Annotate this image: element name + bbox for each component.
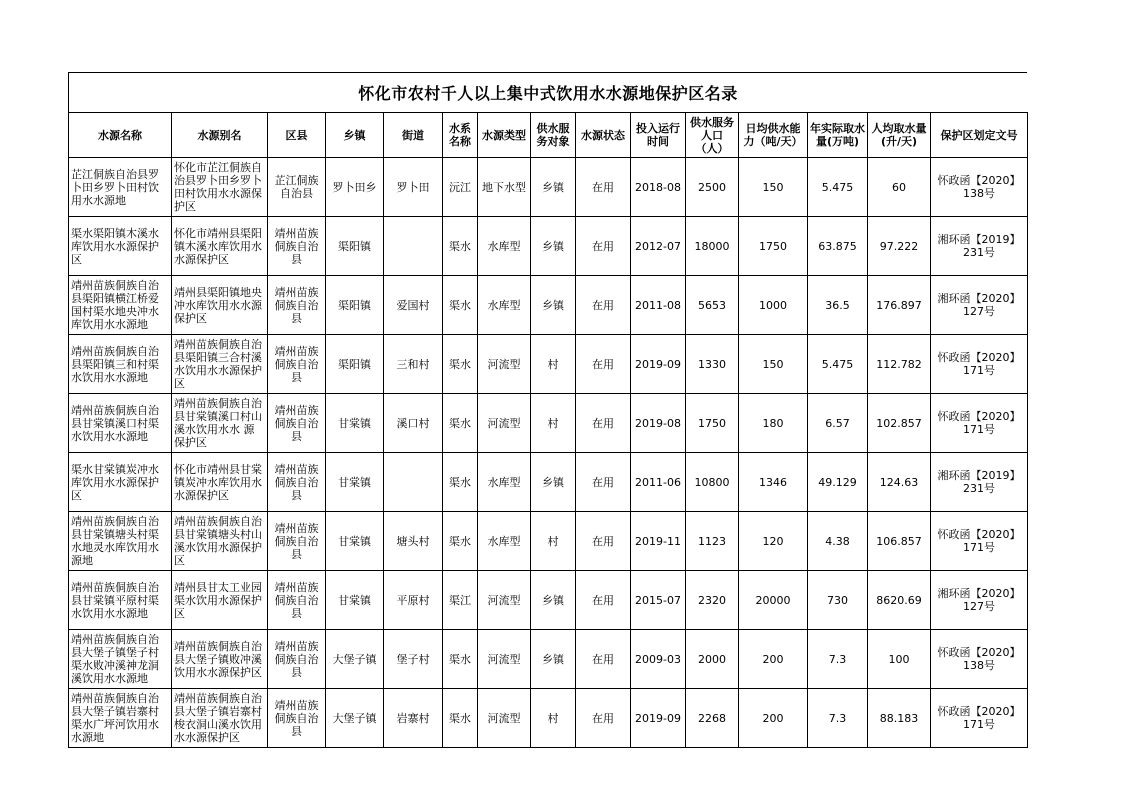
table-row xyxy=(69,571,1028,630)
table-cell: 靖州苗族侗族自治县渠阳镇三合村溪水饮用水水源保护区 xyxy=(172,335,268,394)
table-cell: 怀政函【2020】138号 xyxy=(931,630,1028,689)
column-header: 水源类型 xyxy=(478,113,531,158)
table-cell: 怀政函【2020】171号 xyxy=(931,335,1028,394)
table-cell: 102.857 xyxy=(868,394,931,453)
table-cell: 河流型 xyxy=(478,394,531,453)
table-cell: 靖州苗族侗族自治县 xyxy=(268,217,326,276)
table-cell: 靖州苗族侗族自治县 xyxy=(268,571,326,630)
table-cell: 爱国村 xyxy=(384,276,443,335)
table-cell: 怀化市靖州县渠阳镇木溪水库饮用水水源保护区 xyxy=(172,217,268,276)
table-cell: 渠水 xyxy=(443,689,478,748)
table-cell: 6.57 xyxy=(808,394,868,453)
table-cell: 靖州苗族侗族自治县甘棠镇塘头村山溪水饮用水源保护区 xyxy=(172,512,268,571)
table-cell: 三和村 xyxy=(384,335,443,394)
table-cell: 渠阳镇 xyxy=(326,217,384,276)
table-cell: 水库型 xyxy=(478,453,531,512)
column-header: 水源别名 xyxy=(172,113,268,158)
table-cell: 乡镇 xyxy=(531,217,576,276)
table-cell: 靖州苗族侗族自治县 xyxy=(268,394,326,453)
table-cell: 在用 xyxy=(576,394,631,453)
column-header: 区县 xyxy=(268,113,326,158)
table-cell: 怀化市芷江侗族自治县罗卜田乡罗卜田村饮用水水源保护区 xyxy=(172,158,268,217)
table-cell: 靖州苗族侗族自治县渠阳镇横江桥爱国村渠水地央冲水库饮用水水源地 xyxy=(69,276,172,335)
table-cell: 1750 xyxy=(739,217,808,276)
table-cell xyxy=(384,453,443,512)
table-cell: 怀政函【2020】138号 xyxy=(931,158,1028,217)
table-cell: 靖州苗族侗族自治县 xyxy=(268,453,326,512)
table-cell: 靖州苗族侗族自治县甘棠镇溪口村渠水饮用水水源地 xyxy=(69,394,172,453)
table-cell: 靖州苗族侗族自治县 xyxy=(268,630,326,689)
table-cell: 5.475 xyxy=(808,335,868,394)
column-header: 供水服务人口（人） xyxy=(686,113,739,158)
table-cell: 150 xyxy=(739,158,808,217)
table-cell: 河流型 xyxy=(478,689,531,748)
table-cell: 97.222 xyxy=(868,217,931,276)
column-header: 保护区划定文号 xyxy=(931,113,1028,158)
table-cell: 乡镇 xyxy=(531,630,576,689)
table-cell: 49.129 xyxy=(808,453,868,512)
table-cell: 100 xyxy=(868,630,931,689)
table-cell: 2012-07 xyxy=(631,217,686,276)
table-row xyxy=(69,335,1028,394)
table-cell: 2500 xyxy=(686,158,739,217)
table-row xyxy=(69,689,1028,748)
table-cell: 湘环函【2020】127号 xyxy=(931,571,1028,630)
table-cell: 7.3 xyxy=(808,630,868,689)
table-cell: 在用 xyxy=(576,453,631,512)
table-cell: 渠水 xyxy=(443,453,478,512)
table-body xyxy=(69,158,1028,748)
table-cell: 2268 xyxy=(686,689,739,748)
table-cell: 塘头村 xyxy=(384,512,443,571)
table-cell: 水库型 xyxy=(478,512,531,571)
table-cell: 2018-08 xyxy=(631,158,686,217)
column-header: 水源名称 xyxy=(69,113,172,158)
table-cell: 200 xyxy=(739,689,808,748)
table-cell: 2320 xyxy=(686,571,739,630)
table-cell: 大堡子镇 xyxy=(326,630,384,689)
table-cell: 渠阳镇 xyxy=(326,276,384,335)
table-cell: 106.857 xyxy=(868,512,931,571)
table-cell: 渠水 xyxy=(443,276,478,335)
column-header: 日均供水能力（吨/天） xyxy=(739,113,808,158)
table-cell: 渠江 xyxy=(443,571,478,630)
table-row xyxy=(69,217,1028,276)
table-cell: 在用 xyxy=(576,689,631,748)
table-cell: 渠阳镇 xyxy=(326,335,384,394)
table-cell: 20000 xyxy=(739,571,808,630)
table-cell: 1123 xyxy=(686,512,739,571)
table-cell: 河流型 xyxy=(478,571,531,630)
table-cell: 水库型 xyxy=(478,217,531,276)
table-cell: 靖州苗族侗族自治县甘棠镇平原村渠水饮用水水源地 xyxy=(69,571,172,630)
table-cell: 靖州县甘太工业园渠水饮用水源保护区 xyxy=(172,571,268,630)
table-cell: 湘环函【2020】127号 xyxy=(931,276,1028,335)
table-cell: 4.38 xyxy=(808,512,868,571)
table-cell: 1750 xyxy=(686,394,739,453)
table-cell: 村 xyxy=(531,394,576,453)
table-cell: 芷江侗族自治县 xyxy=(268,158,326,217)
table-cell: 湘环函【2019】231号 xyxy=(931,217,1028,276)
table-cell: 村 xyxy=(531,512,576,571)
table-cell: 在用 xyxy=(576,217,631,276)
table-cell: 甘棠镇 xyxy=(326,394,384,453)
table-cell: 112.782 xyxy=(868,335,931,394)
table-cell: 2000 xyxy=(686,630,739,689)
table-cell: 2011-08 xyxy=(631,276,686,335)
header-row xyxy=(69,113,1028,158)
table-cell: 罗卜田 xyxy=(384,158,443,217)
table-cell: 靖州苗族侗族自治县甘棠镇塘头村渠水地灵水库饮用水源地 xyxy=(69,512,172,571)
column-header: 水源状态 xyxy=(576,113,631,158)
table-cell: 甘棠镇 xyxy=(326,571,384,630)
table-cell: 在用 xyxy=(576,512,631,571)
table-cell: 溪口村 xyxy=(384,394,443,453)
table-cell: 靖州苗族侗族自治县甘棠镇溪口村山溪水饮用水水 源保护区 xyxy=(172,394,268,453)
table-cell: 渠水渠阳镇木溪水库饮用水水源保护区 xyxy=(69,217,172,276)
table-cell: 渠水 xyxy=(443,394,478,453)
table-cell: 靖州苗族侗族自治县 xyxy=(268,276,326,335)
table-cell: 在用 xyxy=(576,335,631,394)
table-cell: 200 xyxy=(739,630,808,689)
table-cell: 乡镇 xyxy=(531,453,576,512)
table-cell: 18000 xyxy=(686,217,739,276)
table-cell: 乡镇 xyxy=(531,276,576,335)
table-cell: 大堡子镇 xyxy=(326,689,384,748)
table-cell: 靖州苗族侗族自治县大堡子镇岩寨村渠水广坪河饮用水水源地 xyxy=(69,689,172,748)
table-cell: 2009-03 xyxy=(631,630,686,689)
table-cell: 在用 xyxy=(576,630,631,689)
table-cell: 罗卜田乡 xyxy=(326,158,384,217)
table-cell: 河流型 xyxy=(478,335,531,394)
table-row xyxy=(69,630,1028,689)
directory-sheet xyxy=(68,72,1027,748)
table-cell xyxy=(384,217,443,276)
table-cell: 渠水 xyxy=(443,512,478,571)
table-cell: 10800 xyxy=(686,453,739,512)
table-cell: 水库型 xyxy=(478,276,531,335)
table-cell: 靖州苗族侗族自治县渠阳镇三和村渠水饮用水水源地 xyxy=(69,335,172,394)
column-header: 投入运行时间 xyxy=(631,113,686,158)
table-cell: 2019-08 xyxy=(631,394,686,453)
column-header: 年实际取水量(万吨) xyxy=(808,113,868,158)
table-cell: 1000 xyxy=(739,276,808,335)
table-cell: 1330 xyxy=(686,335,739,394)
table-cell: 靖州县渠阳镇地央冲水库饮用水水源保护区 xyxy=(172,276,268,335)
table-cell: 150 xyxy=(739,335,808,394)
table-cell: 2019-09 xyxy=(631,335,686,394)
table-cell: 河流型 xyxy=(478,630,531,689)
table-cell: 渠水 xyxy=(443,630,478,689)
table-cell: 靖州苗族侗族自治县大堡子镇败冲溪饮用水水源保护区 xyxy=(172,630,268,689)
table-cell: 怀政函【2020】171号 xyxy=(931,689,1028,748)
table-cell: 乡镇 xyxy=(531,158,576,217)
table-cell: 7.3 xyxy=(808,689,868,748)
table-cell: 渠水 xyxy=(443,335,478,394)
table-cell: 堡子村 xyxy=(384,630,443,689)
table-cell: 沅江 xyxy=(443,158,478,217)
column-header: 人均取水量(升/天) xyxy=(868,113,931,158)
table-cell: 怀化市靖州县甘棠镇炭冲水库饮用水水源保护区 xyxy=(172,453,268,512)
table-cell: 靖州苗族侗族自治县 xyxy=(268,689,326,748)
table-cell: 5653 xyxy=(686,276,739,335)
table-cell: 120 xyxy=(739,512,808,571)
water-source-table xyxy=(68,112,1028,748)
table-cell: 村 xyxy=(531,335,576,394)
table-cell: 730 xyxy=(808,571,868,630)
table-cell: 靖州苗族侗族自治县大堡子镇岩寨村梭衣洞山溪水饮用水水源保护区 xyxy=(172,689,268,748)
table-cell: 63.875 xyxy=(808,217,868,276)
table-cell: 靖州苗族侗族自治县 xyxy=(268,512,326,571)
table-cell: 2015-07 xyxy=(631,571,686,630)
table-row xyxy=(69,394,1028,453)
table-row xyxy=(69,276,1028,335)
column-header: 供水服务对象 xyxy=(531,113,576,158)
table-cell: 地下水型 xyxy=(478,158,531,217)
column-header: 水系名称 xyxy=(443,113,478,158)
table-cell: 124.63 xyxy=(868,453,931,512)
table-row xyxy=(69,512,1028,571)
table-cell: 在用 xyxy=(576,571,631,630)
table-cell: 村 xyxy=(531,689,576,748)
table-cell: 平原村 xyxy=(384,571,443,630)
table-cell: 在用 xyxy=(576,158,631,217)
table-row xyxy=(69,158,1028,217)
table-cell: 渠水 xyxy=(443,217,478,276)
table-cell: 1346 xyxy=(739,453,808,512)
table-cell: 靖州苗族侗族自治县大堡子镇堡子村渠水败冲溪神龙洞溪饮用水水源地 xyxy=(69,630,172,689)
column-header: 街道 xyxy=(384,113,443,158)
table-cell: 怀政函【2020】171号 xyxy=(931,394,1028,453)
table-cell: 88.183 xyxy=(868,689,931,748)
table-cell: 60 xyxy=(868,158,931,217)
table-cell: 岩寨村 xyxy=(384,689,443,748)
table-cell: 176.897 xyxy=(868,276,931,335)
table-cell: 甘棠镇 xyxy=(326,453,384,512)
table-cell: 180 xyxy=(739,394,808,453)
table-cell: 靖州苗族侗族自治县 xyxy=(268,335,326,394)
table-cell: 芷江侗族自治县罗卜田乡罗卜田村饮用水水源地 xyxy=(69,158,172,217)
table-cell: 甘棠镇 xyxy=(326,512,384,571)
table-cell: 渠水甘棠镇炭冲水库饮用水水源保护区 xyxy=(69,453,172,512)
table-cell: 8620.69 xyxy=(868,571,931,630)
table-cell: 怀政函【2020】171号 xyxy=(931,512,1028,571)
table-row xyxy=(69,453,1028,512)
table-cell: 2011-06 xyxy=(631,453,686,512)
table-cell: 乡镇 xyxy=(531,571,576,630)
table-cell: 5.475 xyxy=(808,158,868,217)
table-cell: 2019-11 xyxy=(631,512,686,571)
column-header: 乡镇 xyxy=(326,113,384,158)
table-cell: 湘环函【2019】231号 xyxy=(931,453,1028,512)
sheet-title: 怀化市农村千人以上集中式饮用水水源地保护区名录 xyxy=(68,72,1027,112)
table-cell: 在用 xyxy=(576,276,631,335)
table-cell: 2019-09 xyxy=(631,689,686,748)
table-cell: 36.5 xyxy=(808,276,868,335)
